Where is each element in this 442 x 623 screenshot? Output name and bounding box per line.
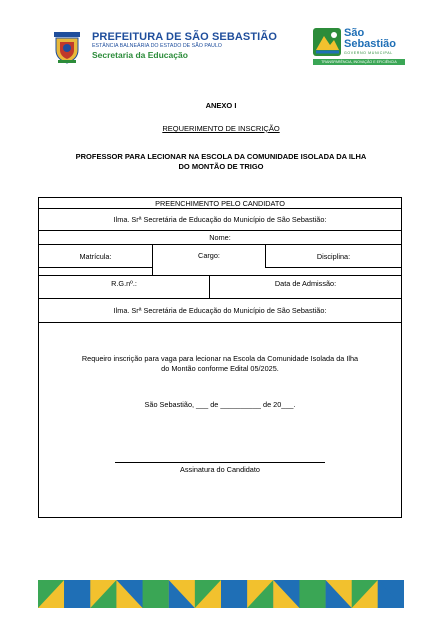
matricula-row <box>39 245 401 276</box>
rg-row <box>39 276 401 299</box>
matricula-divider-right <box>265 267 401 268</box>
matricula-divider-left <box>39 267 152 268</box>
form-header-row <box>39 198 401 209</box>
brand-tagline: TRANSPARÊNCIA, INOVAÇÃO E EFICIÊNCIA <box>313 59 405 65</box>
brand-name-line1: São <box>344 27 365 39</box>
addressee2-row <box>39 299 401 323</box>
nome-row[interactable] <box>39 231 401 245</box>
request-line1: Requeiro inscrição para vaga para lecionar na Escola da Comunidade Isolada da Ilha <box>81 354 359 363</box>
matricula-field[interactable]: Matrícula: <box>79 251 112 261</box>
brand-name-line2: Sebastião <box>344 38 396 50</box>
signature-label: Assinatura do Candidato <box>180 465 260 474</box>
request-line2: do Montão conforme Edital 05/2025. <box>161 364 279 373</box>
disciplina-field[interactable]: Disciplina: <box>265 245 401 267</box>
sao-sebastiao-logo-icon <box>313 28 341 56</box>
sao-sebastiao-brand <box>313 28 408 70</box>
addressee2-text: Ilma. Srª Secretária de Educação do Município de São Sebastião: <box>113 306 327 315</box>
city-crest-icon <box>52 30 82 64</box>
brand-name <box>344 28 396 50</box>
signature-line[interactable] <box>115 462 325 463</box>
position-title-line1: PROFESSOR PARA LECIONAR NA ESCOLA DA COMUNIDADE ISOLADA DA ILHA <box>75 152 367 161</box>
prefeitura-title: PREFEITURA DE SÃO SEBASTIÃO <box>92 31 278 43</box>
nome-field[interactable]: Nome: <box>209 233 231 242</box>
addressee-text: Ilma. Srª Secretária de Educação do Município de São Sebastião: <box>113 215 327 224</box>
application-form <box>38 197 402 518</box>
request-text <box>39 354 401 374</box>
anexo-title: ANEXO I <box>205 101 237 110</box>
rg-field[interactable]: R.G.nº.: <box>111 278 137 288</box>
addressee-row <box>39 209 401 231</box>
position-title-line2: DO MONTÃO DE TRIGO <box>178 161 264 171</box>
footer-pattern <box>38 580 404 608</box>
requerimento-title: REQUERIMENTO DE INSCRIÇÃO <box>162 124 280 133</box>
secretaria-label: Secretaria da Educação <box>92 50 188 60</box>
brand-gov: GOVERNO MUNICIPAL <box>344 51 393 55</box>
position-title <box>30 152 412 171</box>
prefeitura-subtitle: ESTÂNCIA BALNEÁRIA DO ESTADO DE SÃO PAULO <box>92 43 222 49</box>
prefeitura-header <box>52 30 302 66</box>
date-line[interactable]: São Sebastião, ___ de __________ de 20___. <box>144 400 296 409</box>
form-header: PREENCHIMENTO PELO CANDIDATO <box>155 198 285 208</box>
data-admissao-field[interactable] <box>209 276 401 299</box>
cargo-label: Cargo: <box>198 251 220 260</box>
data-admissao-label: Data de Admissão: <box>274 279 337 288</box>
cargo-field[interactable] <box>152 245 265 276</box>
